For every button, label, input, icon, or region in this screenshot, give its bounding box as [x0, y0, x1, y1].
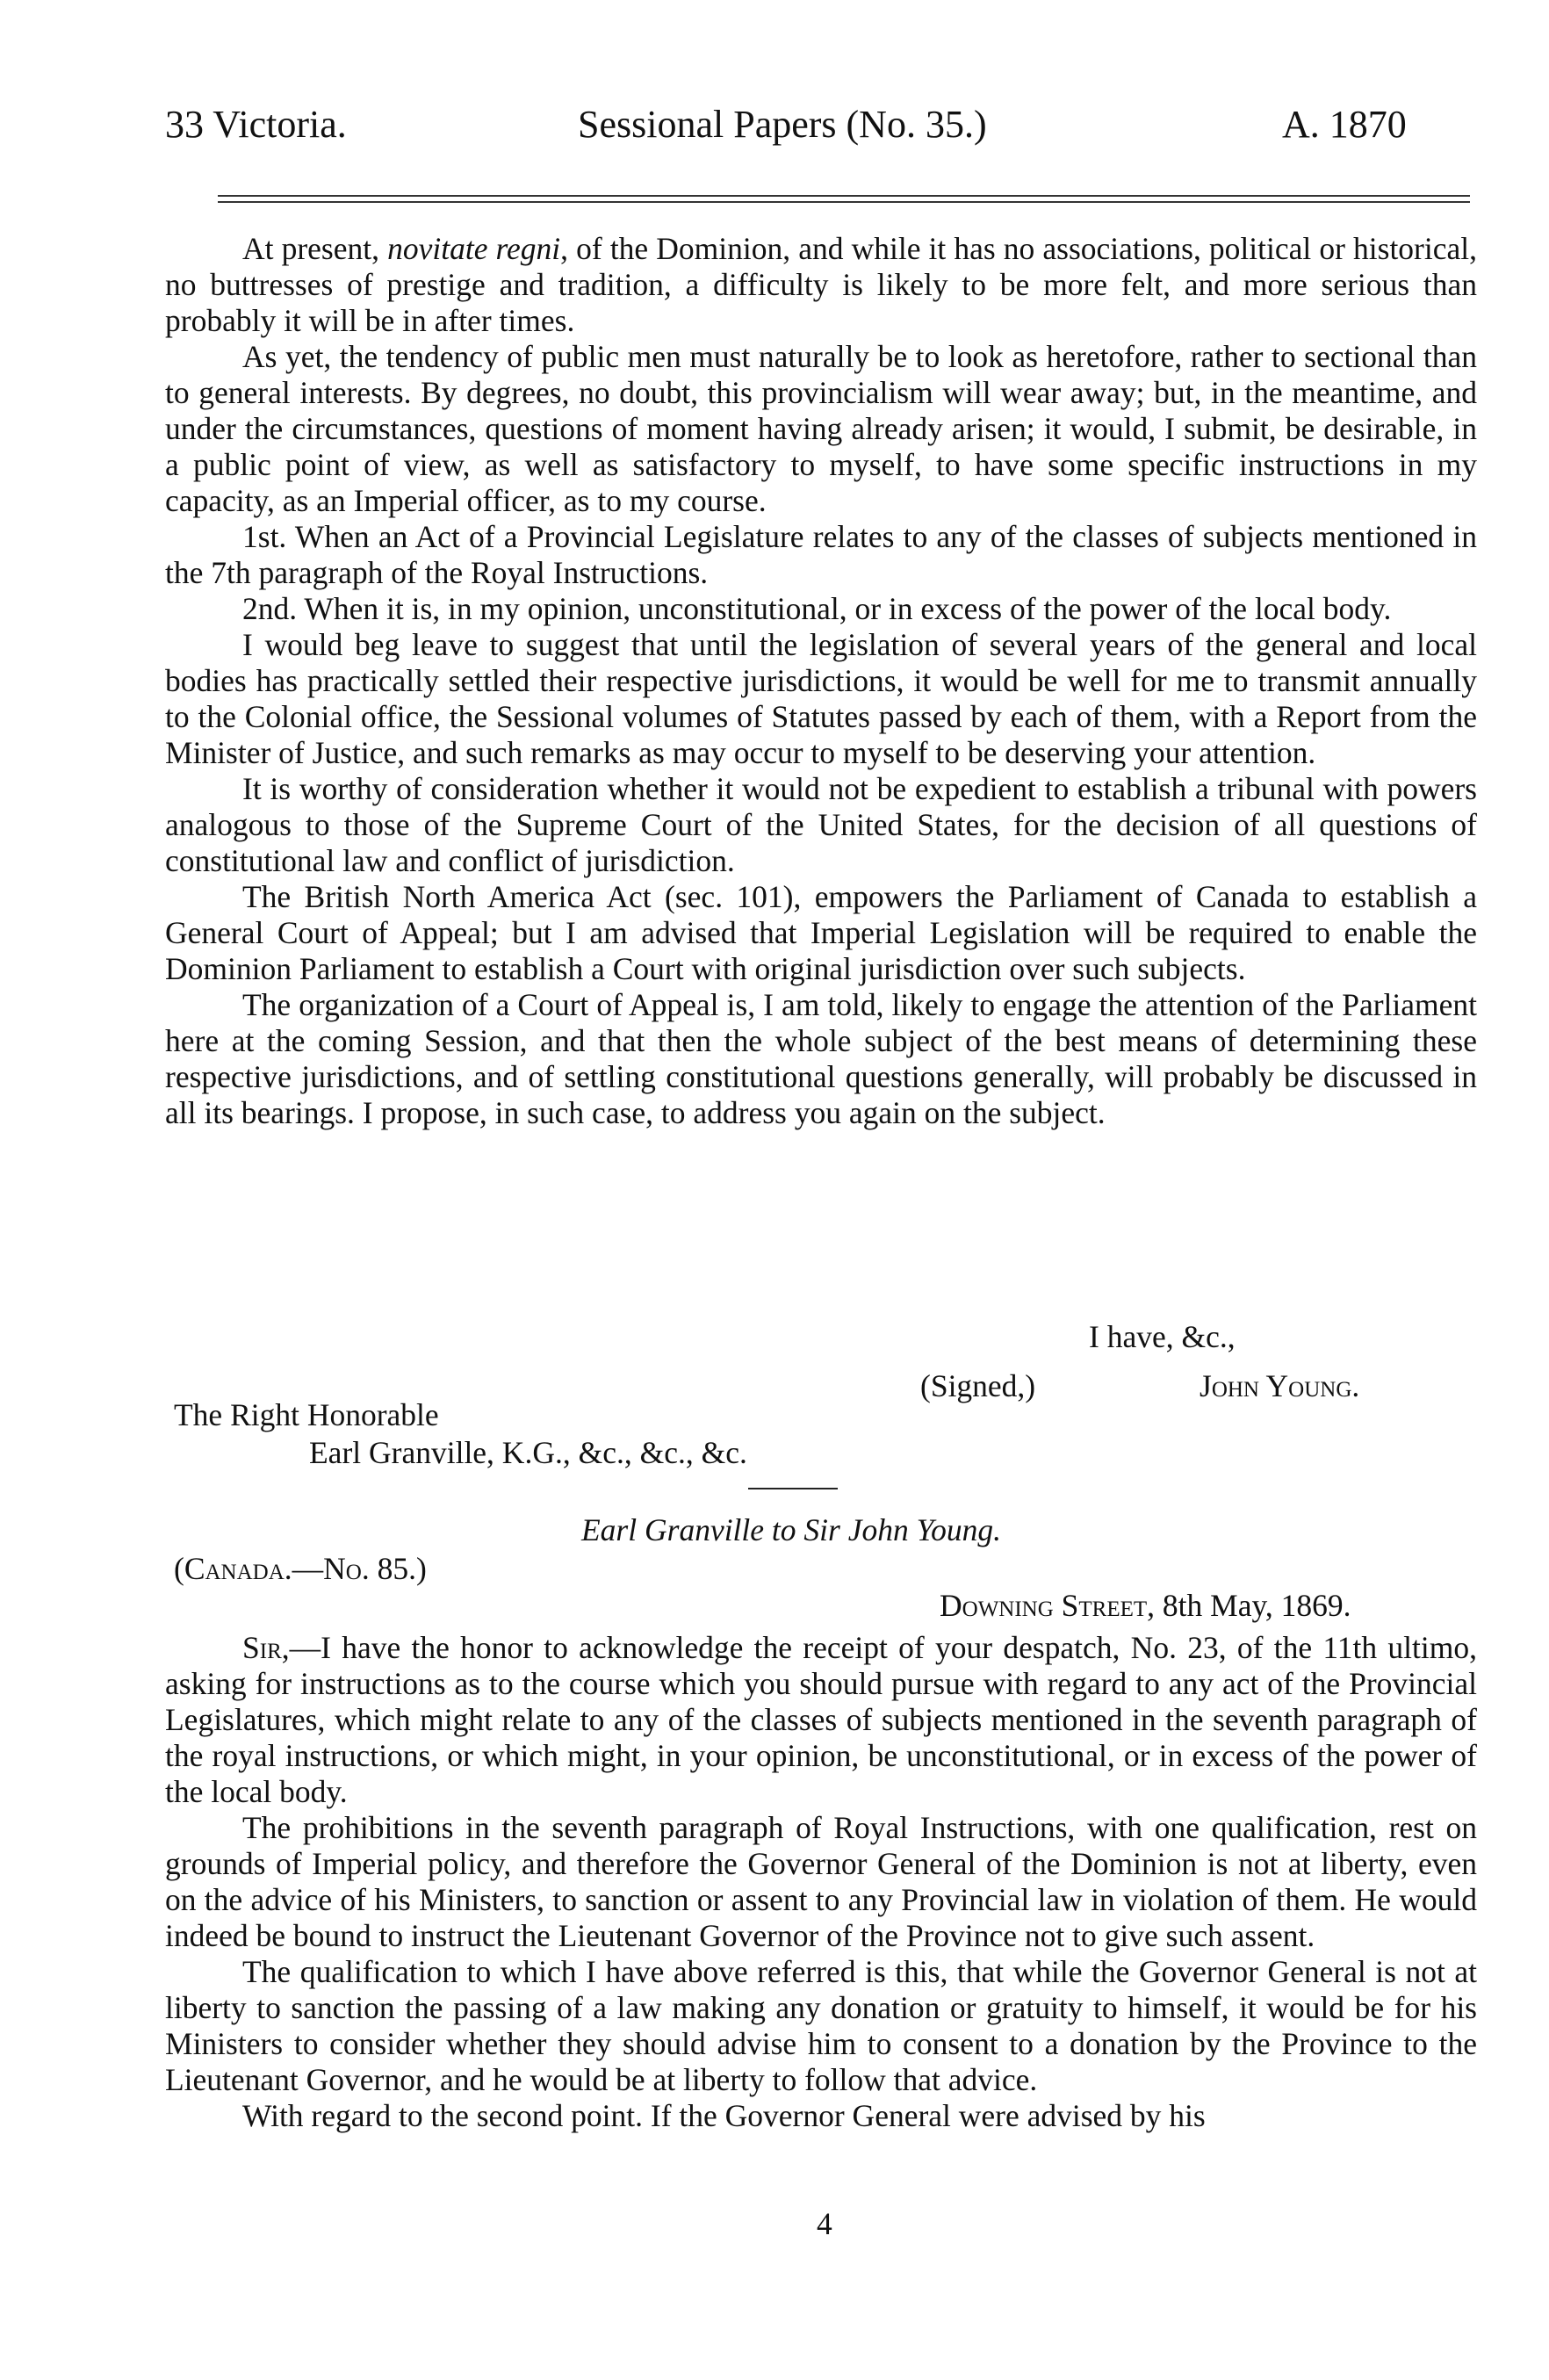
paragraph: It is worthy of consideration whether it would not be expedient to establish a tribunal with powers analogous to those of the Supreme Court of the United States, for the decision of all questions of constitutional law and conflict of jurisdiction.: [165, 771, 1477, 878]
letter2-body: [165, 1630, 1477, 2134]
dateline-date: , 8th May, 1869.: [1147, 1588, 1351, 1623]
running-header-right: A. 1870: [1282, 103, 1407, 146]
page-number: 4: [817, 2206, 832, 2241]
paragraph: The prohibitions in the seventh paragraph of Royal Instructions, with one qualification, rest on grounds of Imperial policy, and therefore the Governor General of the Dominion is not at liberty, even on the advice of his Ministers, to sanction or assent to any Provincial law in violation of them. He would indeed be bound to instruct the Lieutenant Governor of the Province not to give such assent.: [165, 1810, 1477, 1953]
letter-title: Earl Granville to Sir John Young.: [581, 1512, 1001, 1547]
addressee-line1: The Right Honorable: [174, 1397, 439, 1432]
running-header-left: 33 Victoria.: [165, 103, 347, 146]
header-rule-bottom: [218, 201, 1470, 203]
closing-ihave: I have, &c.,: [1089, 1319, 1236, 1354]
section-separator: [748, 1488, 838, 1489]
paragraph: [165, 231, 1477, 339]
paragraph: 2nd. When it is, in my opinion, unconstitutional, or in excess of the power of the local body.: [242, 591, 1392, 626]
salutation: Sir,: [242, 1630, 290, 1665]
paragraph: [165, 1630, 1477, 1810]
signatory-name: John Young.: [1200, 1368, 1360, 1403]
paragraph: I would beg leave to suggest that until the legislation of several years of the general and local bodies has practically settled their respective jurisdictions, it would be well for me to transmit annually to the Colonial office, the Sessional volumes of Statutes passed by each of them, with a Report from the Minister of Justice, and such remarks as may occur to myself to be deserving your attention.: [165, 627, 1477, 770]
paragraph: 1st. When an Act of a Provincial Legislature relates to any of the classes of subjects mentioned in the 7th paragraph of the Royal Instructions.: [165, 519, 1477, 590]
dateline: [940, 1588, 1351, 1624]
running-header-center: Sessional Papers (No. 35.): [578, 103, 987, 146]
addressee-line2: Earl Granville, K.G., &c., &c., &c.: [309, 1435, 747, 1470]
paragraph: The British North America Act (sec. 101), empowers the Parliament of Canada to establish a General Court of Appeal; but I am advised that Imperial Legislation will be required to enable the Dominion Parliament to establish a Court with original jurisdiction over such subjects.: [165, 879, 1477, 986]
dateline-place: Downing Street: [940, 1588, 1148, 1623]
paragraph: As yet, the tendency of public men must naturally be to look as heretofore, rather to sectional than to general interests. By degrees, no doubt, this provincialism will wear away; but, in the meantime, and under the circumstances, questions of moment having already arisen; it would, I submit, be desirable, in a public point of view, as well as satisfactory to myself, to have some specific instructions in my capacity, as an Imperial officer, as to my course.: [165, 339, 1477, 518]
signed-label: (Signed,): [920, 1368, 1036, 1403]
paragraph: The qualification to which I have above referred is this, that while the Governor General is not at liberty to sanction the passing of a law making any donation or gratuity to himself, it would be for his Ministers to consider whether they should advise him to consent to a donation by the Province to the Lieutenant Governor, and he would be at liberty to follow that advice.: [165, 1954, 1477, 2097]
text-run: , of the Dominion, and while it has no associations, political or historical, no buttresses of prestige and tradition, a difficulty is likely to be more felt, and more serious than probably it will be in after times.: [165, 231, 1477, 338]
text-run: —I have the honor to acknowledge the receipt of your despatch, No. 23, of the 11th ultimo, asking for instructions as to the course which you should pursue with regard to any act of the Provincial Legislatures, which might relate to any of the classes of subjects mentioned in the seventh paragraph of the royal instructions, or which might, in your opinion, be unconstitutional, or in excess of the power of the local body.: [165, 1630, 1477, 1809]
paragraph: The organization of a Court of Appeal is, I am told, likely to engage the attention of the Parliament here at the coming Session, and that then the whole subject of the best means of determining these respective jurisdictions, and of settling constitutional questions generally, will probably be discussed in all its bearings. I propose, in such case, to address you again on the subject.: [165, 987, 1477, 1130]
paragraph: With regard to the second point. If the Governor General were advised by his: [242, 2098, 1206, 2133]
header-rule-top: [218, 195, 1470, 197]
letter-body: [165, 231, 1477, 1131]
italic-phrase: novitate regni: [387, 231, 561, 266]
letter-reference: (Canada.—No. 85.): [174, 1551, 427, 1586]
text-run: At present,: [242, 231, 388, 266]
